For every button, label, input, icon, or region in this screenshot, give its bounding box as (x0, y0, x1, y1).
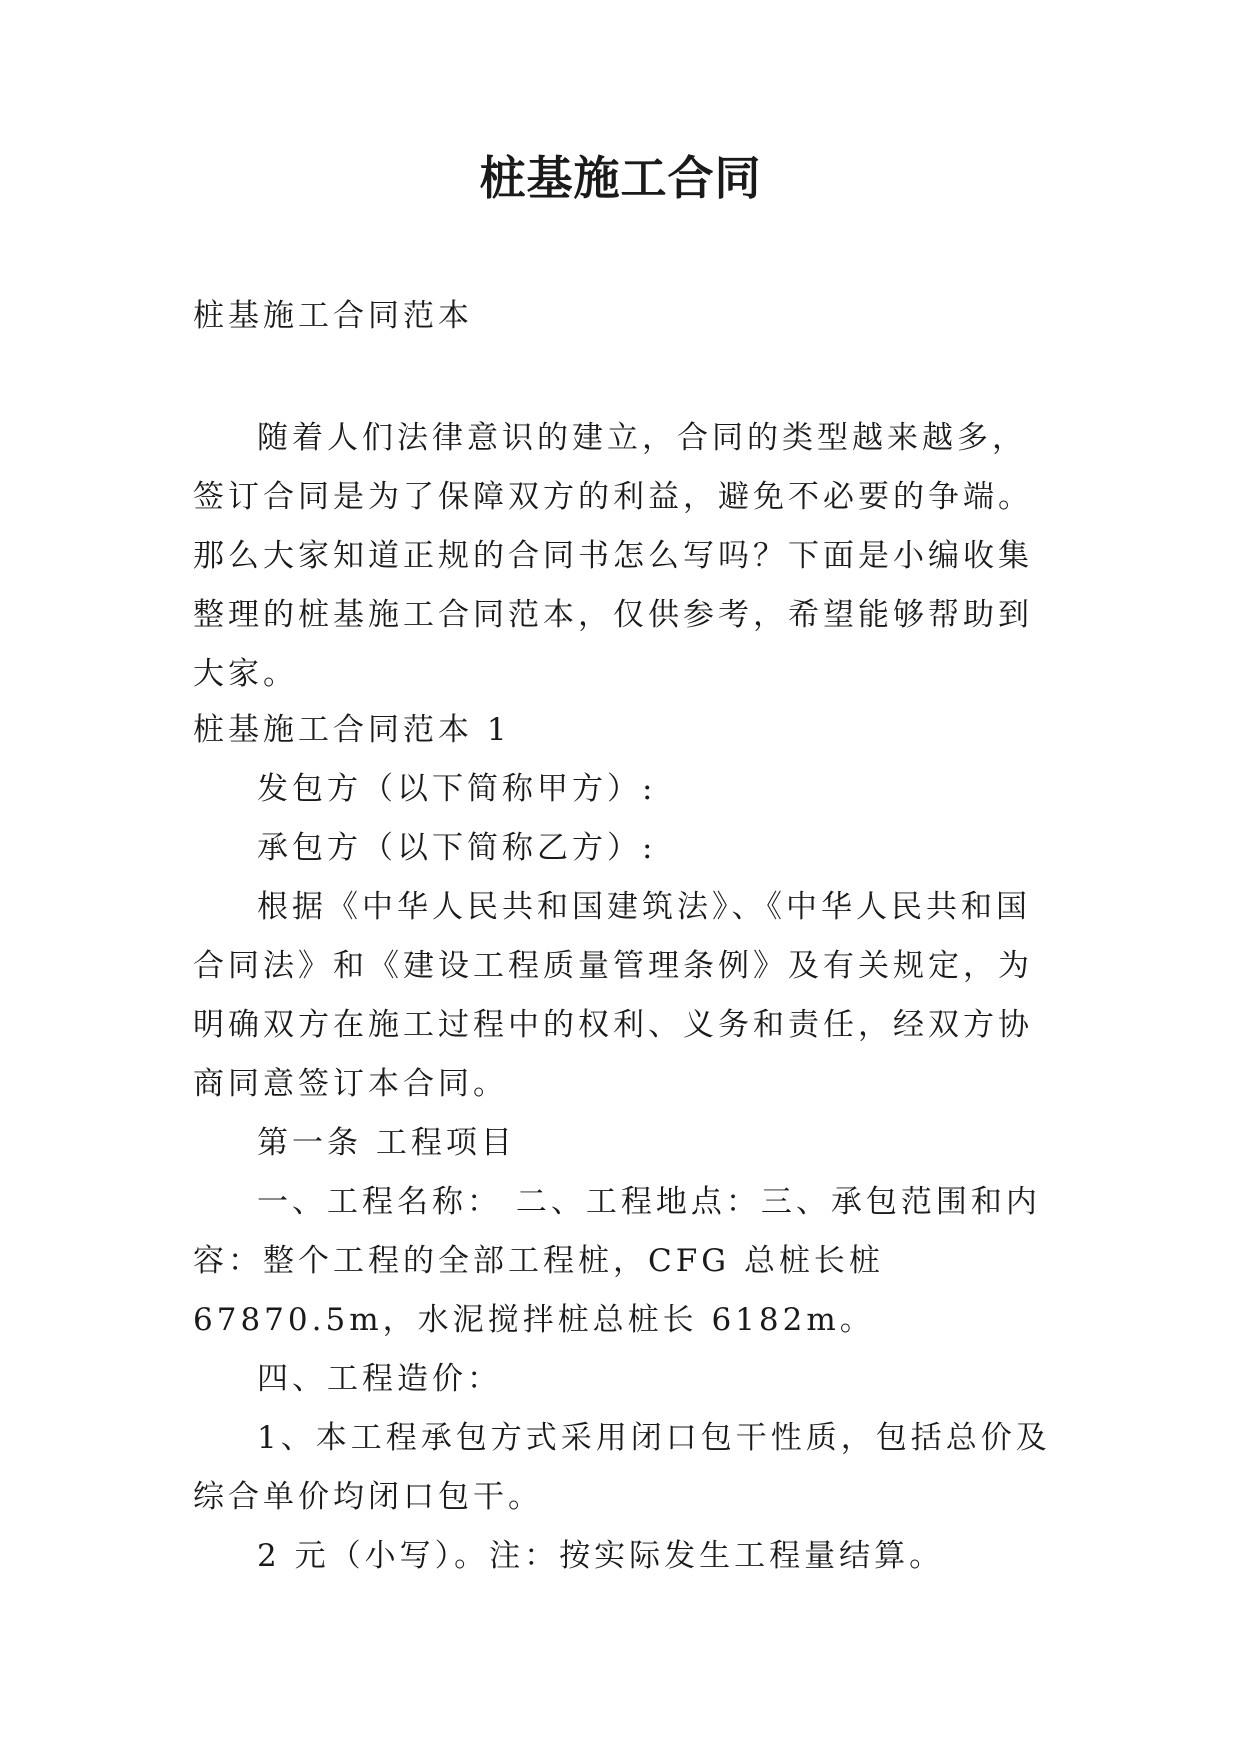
amount-note-paragraph: 2 元（小写）。注：按实际发生工程量结算。 (257, 1538, 945, 1574)
document-title: 桩基施工合同 (479, 151, 762, 205)
project-cost-heading: 四、工程造价： (257, 1361, 502, 1397)
contract-method-paragraph: 1、本工程承包方式采用闭口包干性质，包括总价及综合单价均闭口包干。 (193, 1420, 1051, 1515)
contract-heading: 桩基施工合同范本 1 (193, 712, 511, 748)
legal-basis-paragraph: 根据《中华人民共和国建筑法》、《中华人民共和国合同法》和《建设工程质量管理条例》及有关规定，为明确双方在施工过程中的权利、义务和责任，经双方协商同意签订本合同。 (193, 889, 1033, 1102)
party-a-line: 发包方（以下简称甲方）: (257, 771, 657, 807)
intro-paragraph: 随着人们法律意识的建立，合同的类型越来越多，签订合同是为了保障双方的利益，避免不必要的争端。那么大家知道正规的合同书怎么写吗？下面是小编收集整理的桩基施工合同范本，仅供参考，希望能够帮助到大家。 (193, 420, 1033, 692)
contract-body (193, 701, 1055, 1586)
document-subtitle: 桩基施工合同范本 (193, 298, 473, 334)
party-b-line: 承包方（以下简称乙方）: (257, 830, 657, 866)
article-one-heading: 第一条 工程项目 (257, 1125, 516, 1161)
project-details-paragraph: 一、工程名称： 二、工程地点：三、承包范围和内容：整个工程的全部工程桩，CFG 总桩长桩 67870.5m，水泥搅拌桩总桩长 6182m。 (193, 1184, 1041, 1338)
